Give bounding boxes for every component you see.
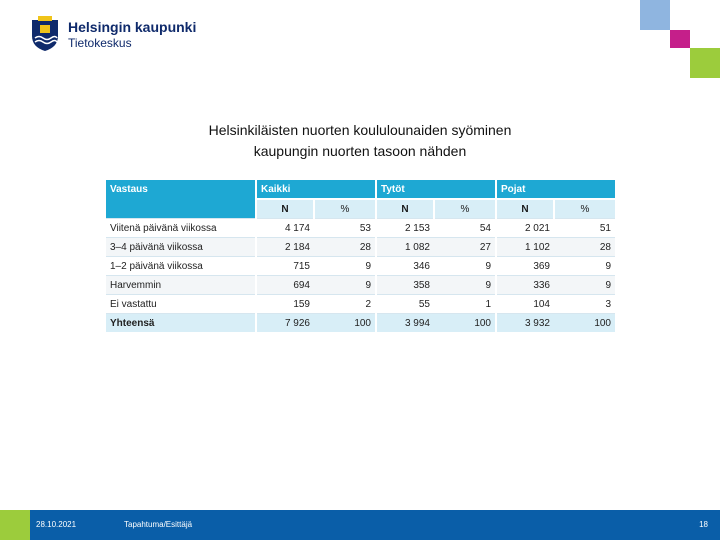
cell-value: 54: [434, 219, 496, 238]
cell-value: 159: [256, 295, 314, 314]
table-row: [106, 238, 615, 257]
footer-event: Tapahtuma/Esittäjä: [124, 520, 193, 529]
header-pct: %: [554, 199, 615, 219]
row-label: Viitenä päivänä viikossa: [106, 219, 256, 238]
slide-title-line-1: Helsinkiläisten nuorten koululounaiden syöminen: [208, 122, 512, 138]
table-total-row: [106, 314, 615, 333]
header-pct: %: [314, 199, 376, 219]
cell-value: 55: [376, 295, 434, 314]
cell-value: 1 082: [376, 238, 434, 257]
cell-value: 28: [554, 238, 615, 257]
cell-value: 1 102: [496, 238, 554, 257]
header-group-pojat: Pojat: [496, 180, 615, 199]
logo-department: Tietokeskus: [68, 36, 132, 50]
cell-value: 4 174: [256, 219, 314, 238]
slide-title: [100, 120, 620, 162]
cell-value: 346: [376, 257, 434, 276]
footer-date: 28.10.2021: [36, 520, 77, 529]
header-n: N: [376, 199, 434, 219]
cell-value: 9: [434, 257, 496, 276]
header-n: N: [256, 199, 314, 219]
header-group-kaikki: Kaikki: [256, 180, 376, 199]
footer-bar: [0, 510, 720, 540]
cell-value: 2 021: [496, 219, 554, 238]
cell-value: 28: [314, 238, 376, 257]
cell-value: 100: [434, 314, 496, 333]
lunch-table: [106, 180, 615, 332]
cell-value: 369: [496, 257, 554, 276]
cell-value: 358: [376, 276, 434, 295]
cell-value: 100: [314, 314, 376, 333]
footer-accent: [0, 510, 30, 540]
cell-value: 51: [554, 219, 615, 238]
cell-value: 3: [554, 295, 615, 314]
cell-value: 9: [434, 276, 496, 295]
cell-value: 2 184: [256, 238, 314, 257]
cell-value: 7 926: [256, 314, 314, 333]
header-group-tytot: Tytöt: [376, 180, 496, 199]
cell-value: 27: [434, 238, 496, 257]
cell-value: 9: [314, 257, 376, 276]
table-row: [106, 276, 615, 295]
cell-value: 3 932: [496, 314, 554, 333]
cell-value: 1: [434, 295, 496, 314]
helsinki-logo: [30, 16, 200, 56]
cell-value: 2: [314, 295, 376, 314]
table-header-row: [106, 180, 615, 199]
row-label: 3–4 päivänä viikossa: [106, 238, 256, 257]
table-row: [106, 219, 615, 238]
decor-square-blue: [640, 0, 670, 30]
table-row: [106, 257, 615, 276]
helsinki-crest-icon: [30, 16, 60, 52]
footer-page-number: 18: [699, 520, 708, 529]
row-label: 1–2 päivänä viikossa: [106, 257, 256, 276]
cell-value: 9: [314, 276, 376, 295]
cell-value: 9: [554, 257, 615, 276]
row-label: Ei vastattu: [106, 295, 256, 314]
cell-value: 53: [314, 219, 376, 238]
row-label: Harvemmin: [106, 276, 256, 295]
cell-value: 9: [554, 276, 615, 295]
header-pct: %: [434, 199, 496, 219]
cell-value: 2 153: [376, 219, 434, 238]
decor-square-magenta: [670, 30, 690, 48]
cell-value: 694: [256, 276, 314, 295]
cell-value: 100: [554, 314, 615, 333]
total-label: Yhteensä: [106, 314, 256, 333]
header-n: N: [496, 199, 554, 219]
table-row: [106, 295, 615, 314]
cell-value: 336: [496, 276, 554, 295]
decor-square-green: [690, 48, 720, 78]
cell-value: 104: [496, 295, 554, 314]
slide-title-line-2: kaupungin nuorten tasoon nähden: [253, 143, 467, 159]
header-vastaus: Vastaus: [106, 180, 256, 219]
cell-value: 3 994: [376, 314, 434, 333]
cell-value: 715: [256, 257, 314, 276]
logo-city-name: Helsingin kaupunki: [68, 19, 197, 35]
